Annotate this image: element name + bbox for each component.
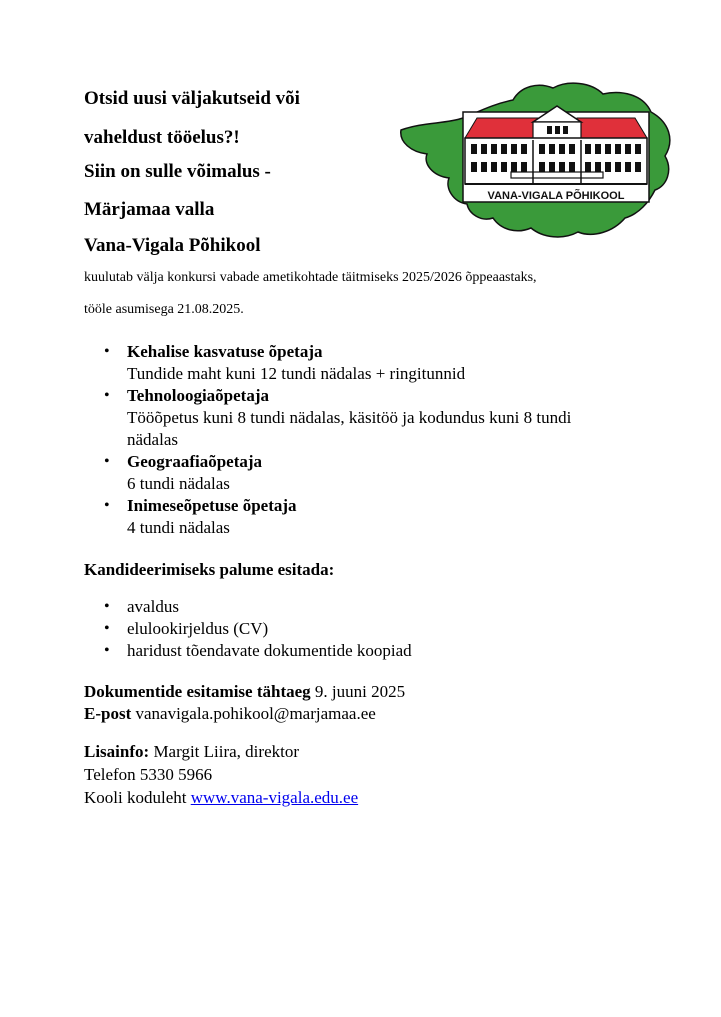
intro-line-1: kuulutab välja konkursi vabade ametikohtade täitmiseks 2025/2026 õppeaastaks, bbox=[84, 270, 537, 285]
list-item bbox=[84, 385, 624, 451]
contact-line bbox=[84, 741, 299, 763]
job-list bbox=[84, 341, 624, 539]
list-item: • haridust tõendavate dokumentide koopiad bbox=[84, 640, 624, 662]
deadline-line bbox=[84, 681, 405, 703]
list-item: • avaldus bbox=[84, 596, 624, 618]
job-title: • Kehalise kasvatuse õpetaja bbox=[127, 342, 323, 361]
intro-line-2: tööle asumisega 21.08.2025. bbox=[84, 302, 244, 317]
logo-text: VANA-VIGALA PÕHIKOOL bbox=[487, 190, 625, 202]
school-name: Vana-Vigala Põhikool bbox=[84, 235, 261, 256]
list-item bbox=[84, 341, 624, 385]
job-title: • Tehnoloogiaõpetaja bbox=[127, 386, 270, 405]
deadline-label: Dokumentide esitamise tähtaeg bbox=[84, 682, 311, 701]
job-description: Tundide maht kuni 12 tundi nädalas + ringitunnid bbox=[127, 364, 466, 383]
website-line bbox=[84, 787, 358, 809]
headline-line-1: Otsid uusi väljakutseid või bbox=[84, 88, 300, 109]
phone-line: Telefon 5330 5966 bbox=[84, 765, 213, 784]
required-documents-list bbox=[84, 596, 624, 662]
headline-line-4: Märjamaa valla bbox=[84, 199, 215, 220]
list-item bbox=[84, 451, 624, 495]
job-title: • Inimeseõpetuse õpetaja bbox=[127, 496, 297, 515]
job-title: • Geograafiaõpetaja bbox=[127, 452, 263, 471]
contact-value: Margit Liira, direktor bbox=[153, 742, 299, 761]
website-link[interactable]: www.vana-vigala.edu.ee bbox=[190, 788, 359, 807]
contact-label: Lisainfo: bbox=[84, 742, 150, 761]
list-item bbox=[84, 495, 624, 539]
job-description: 6 tundi nädalas bbox=[127, 474, 230, 493]
logo-left-roof bbox=[465, 118, 541, 138]
school-logo bbox=[393, 78, 673, 240]
headline-line-2: vaheldust tööelus?! bbox=[84, 127, 240, 148]
job-description: 4 tundi nädalas bbox=[127, 518, 230, 537]
deadline-value: 9. juuni 2025 bbox=[314, 682, 406, 701]
email-value: vanavigala.pohikool@marjamaa.ee bbox=[135, 704, 376, 723]
headline-line-3: Siin on sulle võimalus - bbox=[84, 161, 271, 182]
list-item: • elulookirjeldus (CV) bbox=[84, 618, 624, 640]
email-label: E-post bbox=[84, 704, 132, 723]
candidacy-heading: Kandideerimiseks palume esitada: bbox=[84, 560, 335, 579]
website-label: Kooli koduleht bbox=[84, 788, 187, 807]
email-line bbox=[84, 703, 376, 725]
logo-right-roof bbox=[573, 118, 647, 138]
job-description: Tööõpetus kuni 8 tundi nädalas, käsitöö ja kodundus kuni 8 tundi nädalas bbox=[127, 408, 572, 449]
